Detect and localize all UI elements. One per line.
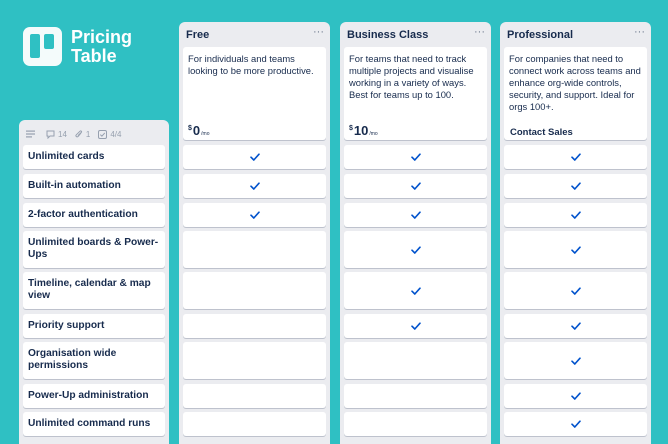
price-amount: 0 bbox=[192, 123, 201, 138]
attachments-count: 1 bbox=[85, 129, 91, 139]
plan-feature-card[interactable] bbox=[183, 272, 326, 309]
feature-label: Unlimited command runs bbox=[28, 418, 151, 429]
checkmark-icon bbox=[411, 246, 421, 254]
plan-price bbox=[349, 123, 378, 138]
description-badge bbox=[26, 130, 38, 138]
features-list bbox=[19, 120, 169, 444]
plan-feature-card[interactable] bbox=[183, 231, 326, 268]
plan-feature-card[interactable] bbox=[504, 412, 647, 436]
comments-count: 14 bbox=[58, 129, 67, 139]
plan-feature-card[interactable] bbox=[504, 203, 647, 227]
feature-card[interactable] bbox=[23, 384, 165, 408]
price-period: /mo bbox=[369, 131, 378, 137]
plan-description: For individuals and teams looking to be more productive. bbox=[188, 53, 314, 76]
checkmark-icon bbox=[571, 392, 581, 400]
plan-description: For companies that need to connect work across teams and enhance org-wide controls, security, and support. Ideal for orgs 100+. bbox=[509, 53, 641, 112]
checkmark-icon bbox=[411, 182, 421, 190]
plan-feature-card[interactable] bbox=[344, 384, 487, 408]
paperclip-icon bbox=[75, 130, 83, 139]
plan-column-free bbox=[179, 22, 330, 444]
feature-label: Priority support bbox=[28, 320, 105, 331]
list-menu-icon[interactable]: ··· bbox=[474, 26, 485, 38]
plan-feature-card[interactable] bbox=[344, 231, 487, 268]
plan-feature-card[interactable] bbox=[183, 412, 326, 436]
description-icon bbox=[26, 130, 35, 138]
plan-feature-card[interactable] bbox=[504, 174, 647, 198]
feature-card[interactable] bbox=[23, 231, 165, 268]
comments-badge bbox=[46, 130, 67, 139]
contact-sales-link[interactable]: Contact Sales bbox=[510, 127, 573, 138]
plan-feature-card[interactable] bbox=[183, 314, 326, 338]
checkmark-icon bbox=[250, 211, 260, 219]
attachments-badge bbox=[75, 130, 90, 139]
checkmark-icon bbox=[571, 357, 581, 365]
feature-card[interactable] bbox=[23, 272, 165, 309]
feature-card[interactable] bbox=[23, 145, 165, 169]
checkmark-icon bbox=[250, 182, 260, 190]
plan-feature-card[interactable] bbox=[504, 314, 647, 338]
feature-card[interactable] bbox=[23, 314, 165, 338]
plan-feature-card[interactable] bbox=[504, 384, 647, 408]
plan-price bbox=[188, 123, 209, 138]
logo bbox=[23, 27, 132, 66]
feature-card[interactable] bbox=[23, 174, 165, 198]
checkmark-icon bbox=[250, 153, 260, 161]
feature-label: Built-in automation bbox=[28, 180, 121, 191]
board-logo-icon bbox=[23, 27, 62, 66]
plan-feature-card[interactable] bbox=[344, 412, 487, 436]
list-menu-icon[interactable]: ··· bbox=[313, 26, 324, 38]
checklist-icon bbox=[98, 130, 107, 139]
checkmark-icon bbox=[411, 153, 421, 161]
plan-name: Free bbox=[186, 29, 210, 41]
price-currency: $ bbox=[349, 125, 353, 132]
plan-feature-card[interactable] bbox=[183, 203, 326, 227]
card-badges bbox=[26, 128, 129, 140]
logo-title-line-1: Pricing bbox=[71, 26, 133, 47]
plan-description-card[interactable] bbox=[504, 47, 647, 140]
checklist-badge bbox=[98, 130, 121, 139]
plan-feature-card[interactable] bbox=[183, 145, 326, 169]
feature-card[interactable] bbox=[23, 412, 165, 436]
plan-feature-card[interactable] bbox=[344, 314, 487, 338]
plan-column-professional bbox=[500, 22, 651, 444]
logo-title-line-2: Table bbox=[71, 45, 117, 66]
plan-column-business-class bbox=[340, 22, 491, 444]
price-period: /mo bbox=[201, 131, 210, 137]
checkmark-icon bbox=[571, 182, 581, 190]
plan-feature-card[interactable] bbox=[344, 145, 487, 169]
feature-label: 2-factor authentication bbox=[28, 209, 138, 220]
plan-description: For teams that need to track multiple projects and visualise working in a variety of ways. Best for teams up to 100. bbox=[349, 53, 474, 100]
checkmark-icon bbox=[571, 322, 581, 330]
plan-feature-card[interactable] bbox=[344, 203, 487, 227]
comment-icon bbox=[46, 130, 55, 139]
logo-title bbox=[71, 28, 132, 66]
checkmark-icon bbox=[571, 211, 581, 219]
plan-feature-card[interactable] bbox=[183, 174, 326, 198]
plan-feature-card[interactable] bbox=[504, 342, 647, 379]
plan-feature-card[interactable] bbox=[504, 231, 647, 268]
feature-card[interactable] bbox=[23, 203, 165, 227]
checkmark-icon bbox=[571, 420, 581, 428]
checkmark-icon bbox=[411, 322, 421, 330]
plan-feature-card[interactable] bbox=[183, 342, 326, 379]
checkmark-icon bbox=[571, 287, 581, 295]
price-currency: $ bbox=[188, 125, 192, 132]
feature-label: Unlimited cards bbox=[28, 151, 105, 162]
plan-feature-card[interactable] bbox=[504, 145, 647, 169]
feature-card[interactable] bbox=[23, 342, 165, 379]
plan-description-card[interactable] bbox=[183, 47, 326, 140]
plan-feature-card[interactable] bbox=[344, 342, 487, 379]
feature-label: Timeline, calendar & map view bbox=[28, 278, 151, 301]
plan-name: Business Class bbox=[347, 29, 429, 41]
list-menu-icon[interactable]: ··· bbox=[634, 26, 645, 38]
plan-name: Professional bbox=[507, 29, 574, 41]
plan-feature-card[interactable] bbox=[344, 174, 487, 198]
checkmark-icon bbox=[571, 153, 581, 161]
checkmark-icon bbox=[571, 246, 581, 254]
price-amount: 10 bbox=[353, 123, 369, 138]
feature-label: Power-Up administration bbox=[28, 390, 149, 401]
plan-feature-card[interactable] bbox=[183, 384, 326, 408]
checkmark-icon bbox=[411, 287, 421, 295]
feature-label: Unlimited boards & Power-Ups bbox=[28, 237, 159, 260]
plan-feature-card[interactable] bbox=[504, 272, 647, 309]
checklist-count: 4/4 bbox=[110, 129, 122, 139]
feature-label: Organisation wide permissions bbox=[28, 348, 117, 371]
checkmark-icon bbox=[411, 211, 421, 219]
plan-feature-card[interactable] bbox=[344, 272, 487, 309]
plan-description-card[interactable] bbox=[344, 47, 487, 140]
